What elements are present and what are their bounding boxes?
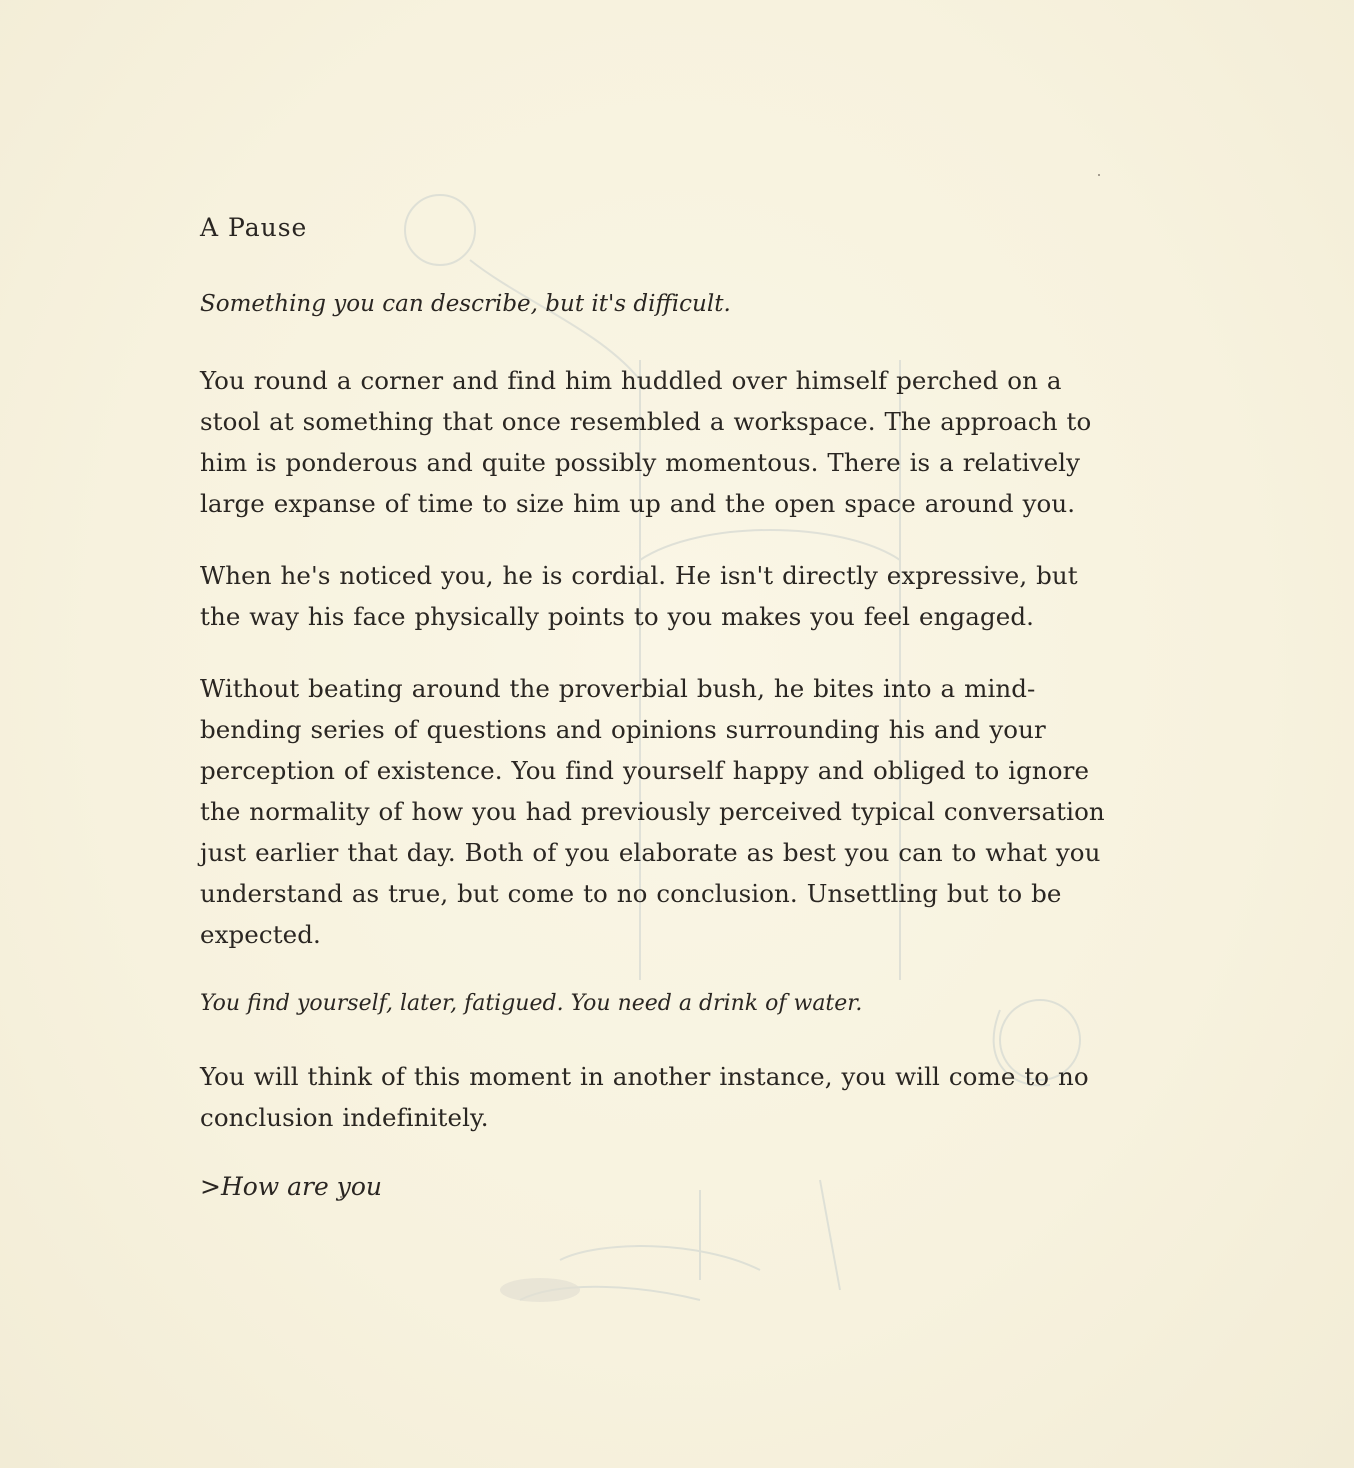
paragraph-3: Without beating around the proverbial bush, he bites into a mind-bending series of questions and opinions surrounding his and your perception of existence. You find yourself happy and obliged to ignore the normality of how you had previously perceived typical conversation just earlier that day. Both of you elaborate as best you can to what you understand as true, but come to no conclusion. Unsettling but to be expected. [200, 674, 1105, 949]
aside-note: You find yourself, later, fatigued. You need a drink of water. [200, 991, 863, 1016]
paragraph-1: You round a corner and find him huddled over himself perched on a stool at something that once resembled a workspace. The approach to him is ponderous and quite possibly momentous. There is a relatively large expanse of time to size him up and the open space around you. [200, 366, 1092, 518]
paper-speck [1098, 174, 1100, 176]
page-title: A Pause [200, 213, 308, 242]
poem-text [200, 210, 1120, 1205]
subtitle: Something you can describe, but it's difficult. [200, 291, 731, 317]
prompt-line: >How are you [200, 1172, 383, 1201]
paragraph-2: When he's noticed you, he is cordial. He isn't directly expressive, but the way his face physically points to you makes you feel engaged. [200, 561, 1078, 631]
closing-paragraph: You will think of this moment in another instance, you will come to no conclusion indefinitely. [200, 1062, 1089, 1132]
